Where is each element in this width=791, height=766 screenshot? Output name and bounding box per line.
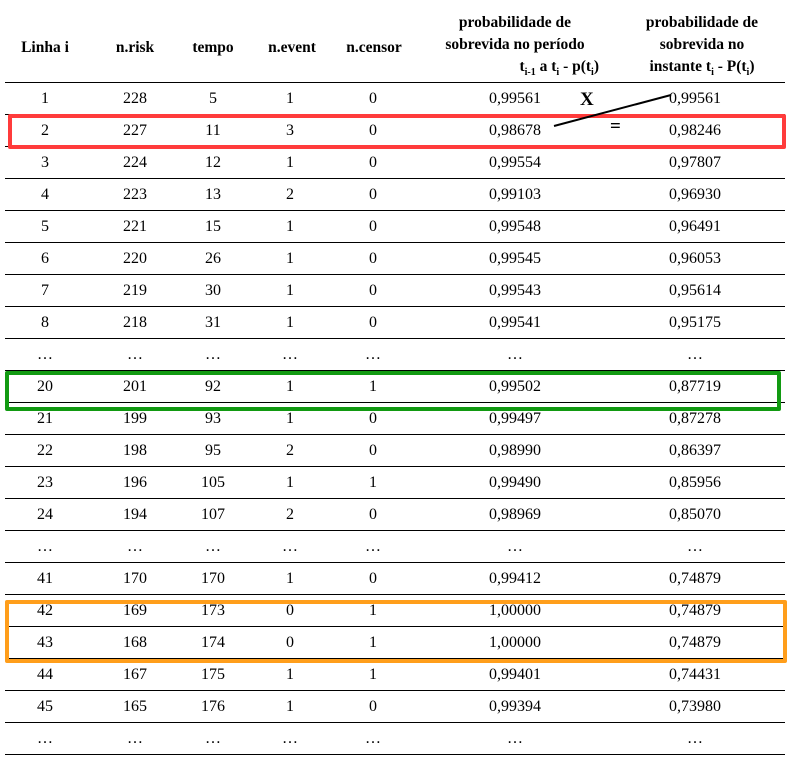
cell-linha: 24	[37, 506, 53, 523]
cell-P-instant: 0,85070	[669, 506, 721, 523]
cell-nrisk: …	[127, 346, 143, 363]
cell-ncensor: 1	[369, 634, 377, 651]
cell-ncensor: 0	[369, 410, 377, 427]
cell-linha: 21	[37, 410, 53, 427]
cell-tempo: 12	[205, 154, 221, 171]
cell-ncensor: 0	[369, 282, 377, 299]
cell-p-period: 0,99543	[489, 282, 541, 299]
cell-nrisk: 221	[123, 218, 147, 235]
cell-nevent: 1	[286, 570, 294, 587]
cell-tempo: 107	[201, 506, 225, 523]
cell-nevent: 1	[286, 474, 294, 491]
cell-P-instant: 0,96053	[669, 250, 721, 267]
cell-P-instant: …	[687, 730, 703, 747]
cell-nrisk: 201	[123, 378, 147, 395]
cell-nevent: 1	[286, 314, 294, 331]
cell-tempo: 93	[205, 410, 221, 427]
cell-nrisk: 220	[123, 250, 147, 267]
cell-P-instant: 0,74879	[669, 634, 721, 651]
cell-ncensor: 0	[369, 186, 377, 203]
multiply-sign: X	[580, 89, 594, 110]
cell-nevent: 1	[286, 282, 294, 299]
cell-nrisk: 227	[123, 122, 147, 139]
cell-p-period: 0,99401	[489, 666, 541, 683]
cell-p-period: 1,00000	[489, 602, 541, 619]
equals-sign: =	[610, 116, 621, 137]
cell-nrisk: 228	[123, 90, 147, 107]
cell-p-period: 0,99412	[489, 570, 541, 587]
cell-tempo: 95	[205, 442, 221, 459]
cell-p-period: 0,99541	[489, 314, 541, 331]
cell-ncensor: 0	[369, 90, 377, 107]
cell-linha: 22	[37, 442, 53, 459]
cell-linha: 43	[37, 634, 53, 651]
cell-nevent: 1	[286, 698, 294, 715]
cell-tempo: 13	[205, 186, 221, 203]
cell-tempo: …	[205, 730, 221, 747]
cell-nrisk: 219	[123, 282, 147, 299]
cell-p-period: 0,99561	[489, 90, 541, 107]
cell-P-instant: 0,99561	[669, 90, 721, 107]
cell-tempo: 15	[205, 218, 221, 235]
cell-ncensor: 0	[369, 250, 377, 267]
header-P-line1: probabilidade de	[645, 14, 759, 31]
cell-P-instant: 0,74879	[669, 602, 721, 619]
cell-p-period: …	[507, 730, 523, 747]
cell-ncensor: 0	[369, 442, 377, 459]
cell-P-instant: …	[687, 538, 703, 555]
header-nevent: n.event	[268, 39, 316, 56]
cell-p-period: 0,98969	[489, 506, 541, 523]
cell-ncensor: 1	[369, 602, 377, 619]
cell-tempo: 173	[201, 602, 225, 619]
cell-P-instant: 0,87278	[669, 410, 721, 427]
cell-tempo: 105	[201, 474, 225, 491]
cell-linha: 7	[41, 282, 49, 299]
cell-p-period: 0,99502	[489, 378, 541, 395]
cell-ncensor: 0	[369, 122, 377, 139]
cell-tempo: 175	[201, 666, 225, 683]
cell-nevent: 1	[286, 154, 294, 171]
cell-ncensor: …	[365, 538, 381, 555]
cell-nrisk: 198	[123, 442, 147, 459]
cell-nrisk: 168	[123, 634, 147, 651]
cell-P-instant: 0,74431	[669, 666, 721, 683]
header-p-line1: probabilidade de	[458, 14, 572, 31]
cell-P-instant: 0,74879	[669, 570, 721, 587]
cell-linha: …	[37, 346, 53, 363]
cell-p-period: 0,98990	[489, 442, 541, 459]
cell-linha: 6	[41, 250, 49, 267]
header-P-line3: instante $t_i - P(t_i)$	[649, 58, 755, 79]
cell-p-period: 1,00000	[489, 634, 541, 651]
cell-nevent: 1	[286, 410, 294, 427]
cell-p-period: …	[507, 538, 523, 555]
cell-tempo: 30	[205, 282, 221, 299]
cell-nevent: …	[282, 730, 298, 747]
cell-ncensor: 0	[369, 698, 377, 715]
header-linha: Linha i	[21, 39, 69, 56]
cell-P-instant: 0,95614	[669, 282, 721, 299]
cell-linha: …	[37, 730, 53, 747]
cell-tempo: 176	[201, 698, 225, 715]
cell-p-period: 0,99554	[489, 154, 541, 171]
cell-linha: 23	[37, 474, 53, 491]
cell-linha: 3	[41, 154, 49, 171]
cell-nevent: 0	[286, 634, 294, 651]
cell-nevent: 2	[286, 186, 294, 203]
cell-ncensor: 0	[369, 570, 377, 587]
cell-P-instant: 0,96930	[669, 186, 721, 203]
cell-tempo: …	[205, 538, 221, 555]
cell-P-instant: 0,95175	[669, 314, 721, 331]
cell-p-period: 0,99548	[489, 218, 541, 235]
cell-p-period: 0,99497	[489, 410, 541, 427]
cell-nrisk: 224	[123, 154, 147, 171]
cell-P-instant: 0,86397	[669, 442, 721, 459]
header-p-line3: $t_{i-1}$ a $t_i - p(t_i)$	[519, 58, 599, 79]
cell-tempo: 92	[205, 378, 221, 395]
cell-p-period: 0,99394	[489, 698, 541, 715]
cell-p-period: 0,99490	[489, 474, 541, 491]
cell-P-instant: 0,97807	[669, 154, 721, 171]
cell-p-period: …	[507, 346, 523, 363]
cell-ncensor: 1	[369, 378, 377, 395]
cell-nevent: 1	[286, 250, 294, 267]
cell-tempo: …	[205, 346, 221, 363]
cell-nrisk: 199	[123, 410, 147, 427]
cell-linha: 20	[37, 378, 53, 395]
cell-nrisk: 170	[123, 570, 147, 587]
cell-nevent: 1	[286, 218, 294, 235]
cell-linha: …	[37, 538, 53, 555]
cell-nrisk: 196	[123, 474, 147, 491]
cell-linha: 44	[37, 666, 53, 683]
cell-ncensor: …	[365, 346, 381, 363]
cell-p-period: 0,99103	[489, 186, 541, 203]
cell-tempo: 26	[205, 250, 221, 267]
cell-nevent: 3	[286, 122, 294, 139]
cell-nrisk: 218	[123, 314, 147, 331]
cell-P-instant: 0,85956	[669, 474, 721, 491]
cell-ncensor: 0	[369, 154, 377, 171]
cell-linha: 1	[41, 90, 49, 107]
cell-nrisk: 194	[123, 506, 147, 523]
cell-tempo: 170	[201, 570, 225, 587]
cell-ncensor: 0	[369, 218, 377, 235]
cell-ncensor: 1	[369, 666, 377, 683]
cell-nrisk: 165	[123, 698, 147, 715]
header-nrisk: n.risk	[115, 39, 155, 56]
cell-tempo: 31	[205, 314, 221, 331]
cell-tempo: 11	[205, 122, 221, 139]
cell-P-instant: 0,96491	[669, 218, 721, 235]
cell-P-instant: 0,98246	[669, 122, 721, 139]
cell-tempo: 5	[209, 90, 217, 107]
cell-P-instant: 0,87719	[669, 378, 721, 395]
cell-linha: 8	[41, 314, 49, 331]
cell-linha: 41	[37, 570, 53, 587]
cell-ncensor: 1	[369, 474, 377, 491]
header-p-line2: sobrevida no período	[445, 36, 585, 53]
cell-nrisk: 223	[123, 186, 147, 203]
cell-linha: 45	[37, 698, 53, 715]
cell-nevent: 2	[286, 506, 294, 523]
cell-linha: 5	[41, 218, 49, 235]
cell-nrisk: 169	[123, 602, 147, 619]
cell-p-period: 0,99545	[489, 250, 541, 267]
cell-ncensor: 0	[369, 506, 377, 523]
header-ncensor: n.censor	[346, 39, 402, 56]
cell-nevent: 0	[286, 602, 294, 619]
cell-nevent: 1	[286, 666, 294, 683]
cell-linha: 42	[37, 602, 53, 619]
header-tempo: tempo	[192, 39, 234, 56]
cell-nevent: 2	[286, 442, 294, 459]
cell-nrisk: …	[127, 730, 143, 747]
cell-nevent: …	[282, 538, 298, 555]
cell-linha: 2	[41, 122, 49, 139]
cell-nevent: …	[282, 346, 298, 363]
cell-ncensor: 0	[369, 314, 377, 331]
cell-nevent: 1	[286, 378, 294, 395]
cell-P-instant: 0,73980	[669, 698, 721, 715]
cell-ncensor: …	[365, 730, 381, 747]
cell-p-period: 0,98678	[489, 122, 541, 139]
cell-tempo: 174	[201, 634, 225, 651]
header-P-line2: sobrevida no	[659, 36, 745, 53]
cell-nrisk: 167	[123, 666, 147, 683]
cell-nevent: 1	[286, 90, 294, 107]
cell-P-instant: …	[687, 346, 703, 363]
cell-nrisk: …	[127, 538, 143, 555]
cell-linha: 4	[41, 186, 49, 203]
